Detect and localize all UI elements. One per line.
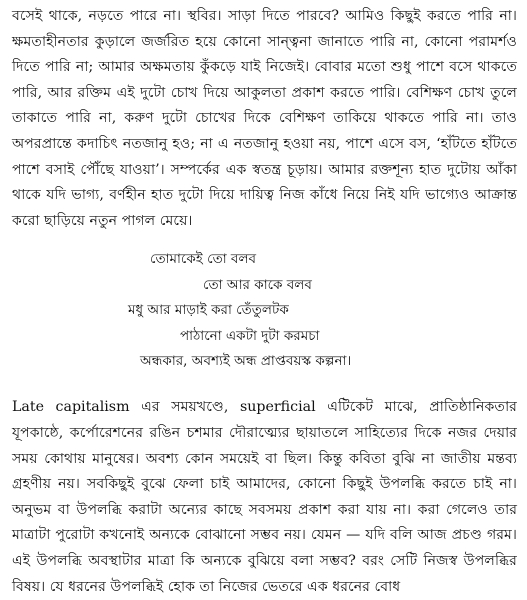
paragraph-top: বসেই থাকে, নড়তে পারে না। স্থবির। সাড়া দিতে পারবে? আমিও কিছুই করতে পারি না। ক্ষমতাহীনতার কুড়ালে জর্জরিত হয়ে কোনো সান্ত্বনা জানাতে পারি না, কোনো পরামর্শও দিতে পারি না; আমার অক্ষমতায় কুঁকড়ে যাই নিজেই। বোবার মতো শুধু পাশে বসে থাকতে পারি, আর রক্তিম এই দুটো চোখ দিয়ে আকুলতা প্রকাশ করতে পারি। বেশিক্ষণ চোখ তুলে তাকাতে পারি না, করুণ দুটো চোখের দিকে বেশিক্ষণ তাকিয়ে থাকতে পারি না। তাও অপরপ্রান্তে কদাচিৎ নতজানু হও; না এ নতজানু হওয়া নয়, পাশে এসে বস, ‘হাঁটতে হাঁটতে পাশে বসাই পৌঁছে যাওয়া’। সম্পর্কের এক স্বতন্ত্র চূড়ায়। আমার রক্তশূন্য হাত দুটোয় আঁকা থাকে যদি ভাগ্য, বর্ণহীন হাত দুটো দিয়ে দায়িত্ব নিজ কাঁধে নিয়ে নিই যদি ভাগ্যেও আক্রান্ত করো ছাড়িয়ে নতুন পাগল মেয়ে। <box>12 8 517 229</box>
poem-line-3: মধু আর মাড়াই করা তেঁতুলটক <box>128 302 289 319</box>
poem-line-2: তো আর কাকে বলব <box>203 276 312 293</box>
paragraph-bottom: Late capitalism এর সময়খণ্ডে, superficial এটিকেট মাঝে, প্রাতিষ্ঠানিকতার যূপকাষ্ঠে, কর্পোরেশনের রঙিন চশমার দৌরাত্ম্যের ছায়াতলে সাহিত্যের দিকে নজর দেয়ার সময় কোথায় মানুষের। অবশ্য কোন সময়েই বা ছিল। কিন্তু কবিতা বুঝি না জাতীয় মন্তব্য গ্রহণীয় নয়। সবকিছুই বুঝে ফেলা চাই আমাদের, কোনো কিছুই উপলব্ধি করতে চাই না। অনুভম বা উপলব্ধি করাটা অন্যের কাছে সবসময় প্রকাশ করা যায় না। করা গেলেও তার মাত্রাটা পুরোটা কখনোই অন্যকে বোঝানো সম্ভব নয়। যেমন — যদি বলি আজ প্রচণ্ড গরম। এই উপলব্ধি অবস্থাটার মাত্রা কি অন্যকে বুঝিয়ে বলা সম্ভব? বরং সেটি নিজস্ব উপলব্ধির বিষয়। যে ধরনের উপলব্ধিই হোক তা নিজের ভেতরে এক ধরনের বোধ <box>12 399 517 595</box>
poem-line-5: অন্ধকার, অবশ্যই অন্ধ প্রাপ্তবয়স্ক কল্পনা। <box>140 352 352 369</box>
poem-block <box>12 247 517 374</box>
poem-line-1: তোমাকেই তো বলব <box>150 251 257 268</box>
poem-line-4: পাঠানো একটা দুটা করমচা <box>180 327 320 344</box>
